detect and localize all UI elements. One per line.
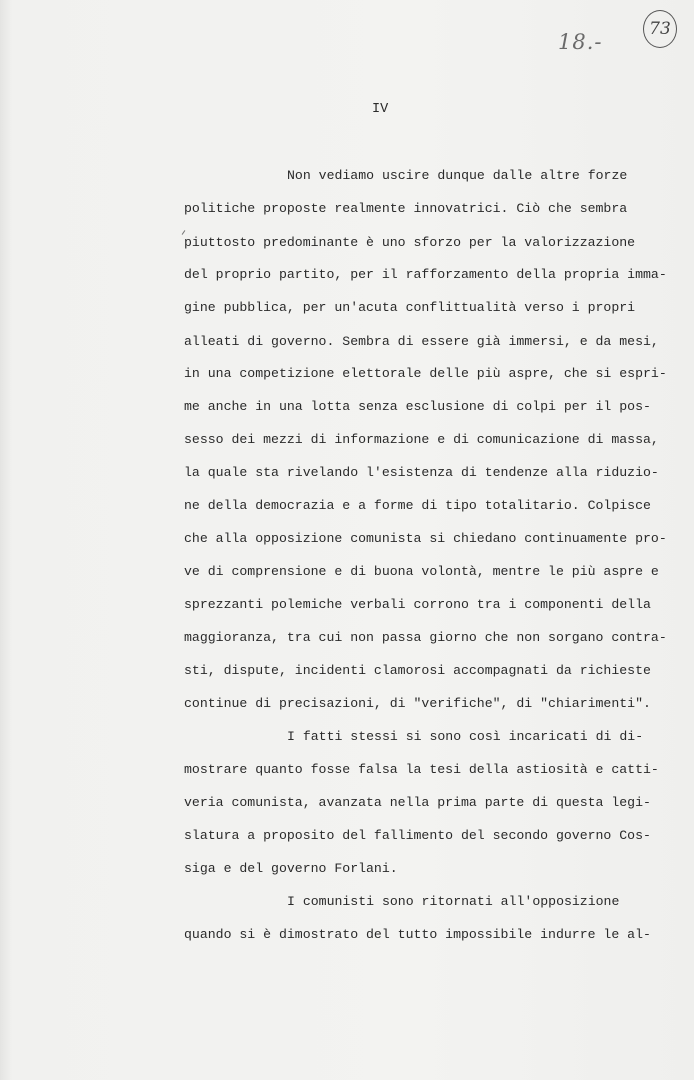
text-line: sti, dispute, incidenti clamorosi accompagnati da richieste	[184, 663, 651, 678]
text-line: quando si è dimostrato del tutto impossibile indurre le al-	[184, 927, 651, 942]
text-line: in una competizione elettorale delle più aspre, che si espri-	[184, 366, 667, 381]
text-line: sesso dei mezzi di informazione e di comunicazione di massa,	[184, 432, 659, 447]
text-line: siga e del governo Forlani.	[184, 861, 398, 876]
text-line: veria comunista, avanzata nella prima parte di questa legi-	[184, 795, 651, 810]
text-line: maggioranza, tra cui non passa giorno che non sorgano contra-	[184, 630, 667, 645]
text-line: ne della democrazia e a forme di tipo totalitario. Colpisce	[184, 498, 651, 513]
text-line: mostrare quanto fosse falsa la tesi della astiosità e catti-	[184, 762, 659, 777]
text-line: del proprio partito, per il rafforzamento della propria imma-	[184, 267, 667, 282]
text-line: I comunisti sono ritornati all'opposizione	[287, 894, 620, 909]
text-line: sprezzanti polemiche verbali corrono tra i componenti della	[184, 597, 651, 612]
text-line: la quale sta rivelando l'esistenza di tendenze alla riduzio-	[184, 465, 659, 480]
text-line: Non vediamo uscire dunque dalle altre forze	[287, 168, 628, 183]
text-line: slatura a proposito del fallimento del secondo governo Cos-	[184, 828, 651, 843]
text-line: che alla opposizione comunista si chiedano continuamente pro-	[184, 531, 667, 546]
text-line: alleati di governo. Sembra di essere già immersi, e da mesi,	[184, 334, 659, 349]
text-line: me anche in una lotta senza esclusione di colpi per il pos-	[184, 399, 651, 414]
handwritten-page-number: 18.-	[558, 30, 603, 54]
section-heading: IV	[372, 102, 389, 117]
circled-page-number: 73	[643, 10, 677, 48]
text-line: piuttosto predominante è uno sforzo per la valorizzazione	[184, 235, 636, 250]
text-line: continue di precisazioni, di "verifiche", di "chiarimenti".	[184, 696, 651, 711]
text-line: politiche proposte realmente innovatrici. Ciò che sembra	[184, 201, 628, 216]
text-line: gine pubblica, per un'acuta conflittualità verso i propri	[184, 300, 636, 315]
text-line: ve di comprensione e di buona volontà, mentre le più aspre e	[184, 564, 659, 579]
text-line: I fatti stessi si sono così incaricati di di-	[287, 729, 644, 744]
